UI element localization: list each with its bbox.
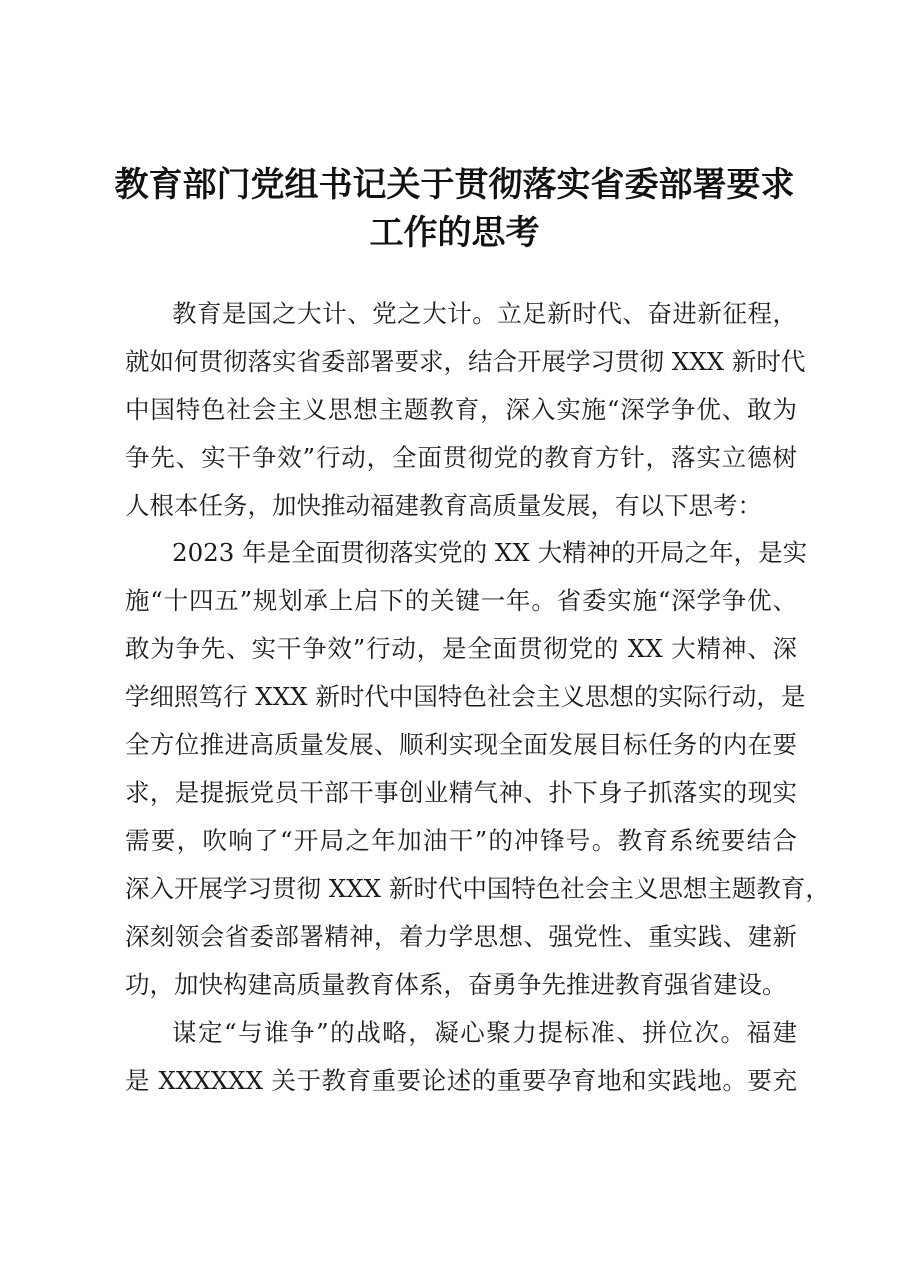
paragraph-line: 争先、实干争效”行动，全面贯彻党的教育方针，落实立德树 [125,443,797,472]
paragraph-line: 需要，吹响了“开局之年加油干”的冲锋号。教育系统要结合 [125,826,797,855]
document-title-line-1: 教育部门党组书记关于贯彻落实省委部署要求 [114,165,795,205]
document-title-line-2: 工作的思考 [369,213,540,253]
paragraph-line: 全方位推进高质量发展、顺利实现全面发展目标任务的内在要 [125,730,797,759]
paragraph-line: 2023 年是全面贯彻落实党的 XX 大精神的开局之年，是实 [172,538,808,567]
paragraph-line: 敢为争先、实干争效”行动，是全面贯彻党的 XX 大精神、深 [125,634,797,663]
paragraph-line: 谋定“与谁争”的战略，凝心聚力提标准、拼位次。福建 [172,1018,797,1047]
paragraph-line: 学细照笃行 XXX 新时代中国特色社会主义思想的实际行动，是 [125,682,806,711]
paragraph-line: 就如何贯彻落实省委部署要求，结合开展学习贯彻 XXX 新时代 [125,347,806,376]
paragraph-line: 深刻领会省委部署精神，着力学思想、强党性、重实践、建新 [125,922,797,951]
paragraph-line: 中国特色社会主义思想主题教育，深入实施“深学争优、敢为 [125,395,797,424]
paragraph-line: 施“十四五”规划承上启下的关键一年。省委实施“深学争优、 [125,586,797,615]
paragraph-line: 功，加快构建高质量教育体系，奋勇争先推进教育强省建设。 [125,970,787,999]
paragraph-line: 教育是国之大计、党之大计。立足新时代、奋进新征程， [172,299,797,328]
paragraph-line: 是 XXXXXX 关于教育重要论述的重要孕育地和实践地。要充 [125,1066,797,1095]
paragraph-line: 人根本任务，加快推动福建教育高质量发展，有以下思考： [125,491,762,520]
paragraph-line: 求，是提振党员干部干事创业精气神、扑下身子抓落实的现实 [125,778,797,807]
paragraph-line: 深入开展学习贯彻 XXX 新时代中国特色社会主义思想主题教育， [125,874,830,903]
